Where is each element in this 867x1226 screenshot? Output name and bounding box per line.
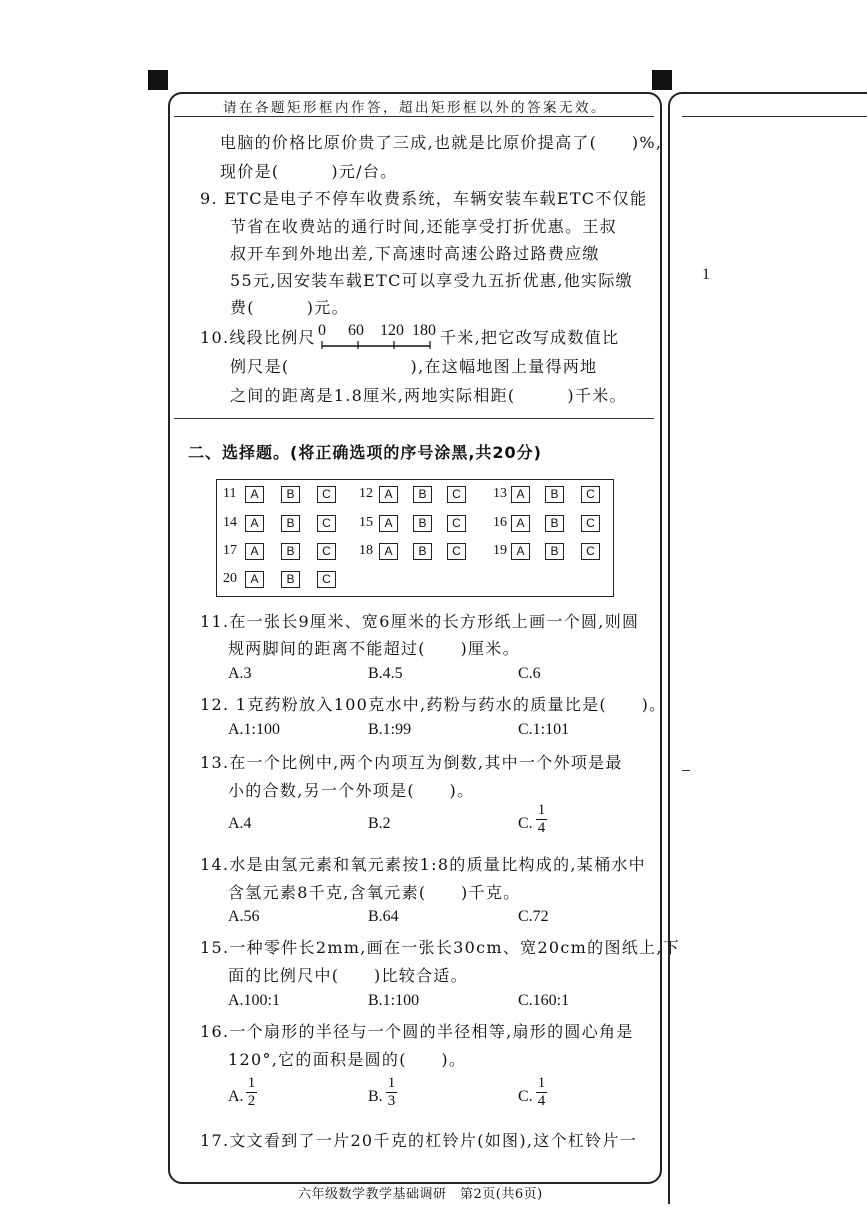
- section-divider: [174, 418, 654, 419]
- grid-question-number: 14: [223, 515, 237, 530]
- grid-question-number: 18: [359, 543, 373, 558]
- fraction-denominator: 4: [537, 820, 546, 836]
- choice-box-11-a[interactable]: A: [245, 486, 264, 503]
- q16-option-c: C.: [518, 1088, 533, 1105]
- q9-line-3: 叔开车到外地出差,下高速时高速公路过路费应缴: [230, 244, 600, 263]
- grid-question-number: 20: [223, 571, 237, 586]
- grid-question-number: 11: [223, 486, 237, 501]
- right-column-divider: [682, 116, 867, 117]
- choice-box-15-c[interactable]: C: [447, 515, 466, 532]
- choice-box-19-b[interactable]: B: [545, 543, 564, 560]
- grid-question-number: 12: [359, 486, 373, 501]
- choice-box-18-c[interactable]: C: [447, 543, 466, 560]
- q9-line-5: 费( )元。: [230, 298, 349, 317]
- q8-line-2: 现价是( )元/台。: [220, 162, 398, 181]
- q16-option-b: B.: [368, 1088, 383, 1105]
- choice-box-11-c[interactable]: C: [317, 486, 336, 503]
- choice-box-14-b[interactable]: B: [281, 515, 300, 532]
- choice-box-12-c[interactable]: C: [447, 486, 466, 503]
- q16-option-a: A.: [228, 1088, 244, 1105]
- q16-line-1: 16.一个扇形的半径与一个圆的半径相等,扇形的圆心角是: [200, 1022, 634, 1041]
- q15-option-c: C.160:1: [518, 992, 570, 1009]
- q11-line-2: 规两脚间的距离不能超过( )厘米。: [228, 639, 520, 658]
- q10-prefix: 10.线段比例尺: [200, 328, 316, 347]
- fraction-denominator: 4: [537, 1093, 546, 1109]
- choice-box-16-c[interactable]: C: [581, 515, 600, 532]
- right-answer-frame: [668, 92, 867, 1204]
- choice-box-13-a[interactable]: A: [511, 486, 530, 503]
- choice-box-13-c[interactable]: C: [581, 486, 600, 503]
- choice-box-17-b[interactable]: B: [281, 543, 300, 560]
- q14-line-2: 含氢元素8千克,含氧元素( )千克。: [228, 883, 521, 902]
- q16-line-2: 120°,它的面积是圆的( )。: [228, 1050, 467, 1069]
- q13-option-c: C.: [518, 815, 533, 832]
- grid-question-number: 19: [493, 543, 507, 558]
- choice-box-17-a[interactable]: A: [245, 543, 264, 560]
- q12-option-b: B.1:99: [368, 721, 412, 738]
- scale-label-0: 0: [318, 322, 326, 339]
- choice-box-16-b[interactable]: B: [545, 515, 564, 532]
- q14-option-b: B.64: [368, 908, 399, 925]
- fraction-numerator: 1: [537, 802, 546, 818]
- choice-box-13-b[interactable]: B: [545, 486, 564, 503]
- choice-box-14-a[interactable]: A: [245, 515, 264, 532]
- choice-box-16-a[interactable]: A: [511, 515, 530, 532]
- q16-option-b-fraction: [386, 1075, 397, 1110]
- choice-box-19-a[interactable]: A: [511, 543, 530, 560]
- registration-mark-right: [652, 70, 672, 90]
- q9-line-1: 9. ETC是电子不停车收费系统，车辆安装车载ETC不仅能: [200, 189, 648, 208]
- choice-box-15-a[interactable]: A: [379, 515, 398, 532]
- q11-option-a: A.3: [228, 665, 252, 682]
- registration-mark-left: [148, 70, 168, 90]
- q16-option-a-fraction: [246, 1075, 257, 1110]
- fraction-numerator: 1: [247, 1075, 256, 1091]
- choice-box-20-b[interactable]: B: [281, 571, 300, 588]
- q15-line-2: 面的比例尺中( )比较合适。: [228, 966, 468, 985]
- q9-line-2: 节省在收费站的通行时间,还能享受打折优惠。王叔: [230, 217, 617, 236]
- q13-option-b: B.2: [368, 815, 391, 832]
- scale-label-180: 180: [412, 322, 436, 339]
- q15-option-a: A.100:1: [228, 992, 280, 1009]
- q15-option-b: B.1:100: [368, 992, 420, 1009]
- grid-question-number: 13: [493, 486, 507, 501]
- choice-box-18-b[interactable]: B: [413, 543, 432, 560]
- q12-option-c: C.1:101: [518, 721, 570, 738]
- fraction-denominator: 2: [247, 1093, 256, 1109]
- fraction-numerator: 1: [387, 1075, 396, 1091]
- choice-box-11-b[interactable]: B: [281, 486, 300, 503]
- q14-line-1: 14.水是由氢元素和氧元素按1:8的质量比构成的,某桶水中: [200, 855, 646, 874]
- notice-divider: [174, 116, 654, 117]
- grid-question-number: 15: [359, 515, 373, 530]
- section-2-title: 二、选择题。(将正确选项的序号涂黑,共20分): [188, 443, 542, 462]
- q11-option-c: C.6: [518, 665, 541, 682]
- q10-line-2: 例尺是( ),在这幅地图上量得两地: [230, 357, 598, 376]
- fraction-numerator: 1: [537, 1075, 546, 1091]
- scale-label-120: 120: [380, 322, 404, 339]
- q13-line-1: 13.在一个比例中,两个内项互为倒数,其中一个外项是最: [200, 753, 623, 772]
- q13-option-c-fraction: [536, 802, 547, 837]
- page-footer: 六年级数学教学基础调研 第2页(共6页): [298, 1187, 543, 1202]
- q11-option-b: B.4.5: [368, 665, 403, 682]
- scale-label-60: 60: [348, 322, 364, 339]
- grid-question-number: 17: [223, 543, 237, 558]
- choice-box-20-c[interactable]: C: [317, 571, 336, 588]
- choice-box-18-a[interactable]: A: [379, 543, 398, 560]
- choice-box-17-c[interactable]: C: [317, 543, 336, 560]
- q11-line-1: 11.在一张长9厘米、宽6厘米的长方形纸上画一个圆,则圆: [200, 612, 640, 631]
- q9-line-4: 55元,因安装车载ETC可以享受九五折优惠,他实际缴: [230, 271, 633, 290]
- q13-line-2: 小的合数,另一个外项是( )。: [228, 781, 475, 800]
- right-column-item-number: 1: [702, 266, 710, 283]
- right-column-tick: [682, 770, 690, 771]
- q16-option-c-fraction: [536, 1075, 547, 1110]
- choice-box-14-c[interactable]: C: [317, 515, 336, 532]
- q12-option-a: A.1:100: [228, 721, 280, 738]
- line-scale-bar: [318, 322, 436, 352]
- q14-option-a: A.56: [228, 908, 260, 925]
- fraction-denominator: 3: [387, 1093, 396, 1109]
- q14-option-c: C.72: [518, 908, 549, 925]
- q13-option-a: A.4: [228, 815, 252, 832]
- q17-line-1: 17.文文看到了一片20千克的杠铃片(如图),这个杠铃片一: [200, 1131, 638, 1150]
- choice-box-20-a[interactable]: A: [245, 571, 264, 588]
- choice-box-15-b[interactable]: B: [413, 515, 432, 532]
- answer-notice: 请在各题矩形框内作答，超出矩形框以外的答案无效。: [223, 100, 607, 116]
- choice-box-12-a[interactable]: A: [379, 486, 398, 503]
- answer-grid: [216, 479, 614, 597]
- choice-box-12-b[interactable]: B: [413, 486, 432, 503]
- q12-line-1: 12. 1克药粉放入100克水中,药粉与药水的质量比是( )。: [200, 695, 667, 714]
- q15-line-1: 15.一种零件长2mm,画在一张长30cm、宽20cm的图纸上,下: [200, 938, 681, 957]
- grid-question-number: 16: [493, 515, 507, 530]
- q8-line-1: 电脑的价格比原价贵了三成,也就是比原价提高了( )%,: [220, 133, 663, 152]
- q10-line-3: 之间的距离是1.8厘米,两地实际相距( )千米。: [230, 386, 627, 405]
- choice-box-19-c[interactable]: C: [581, 543, 600, 560]
- q10-suffix: 千米,把它改写成数值比: [440, 328, 620, 347]
